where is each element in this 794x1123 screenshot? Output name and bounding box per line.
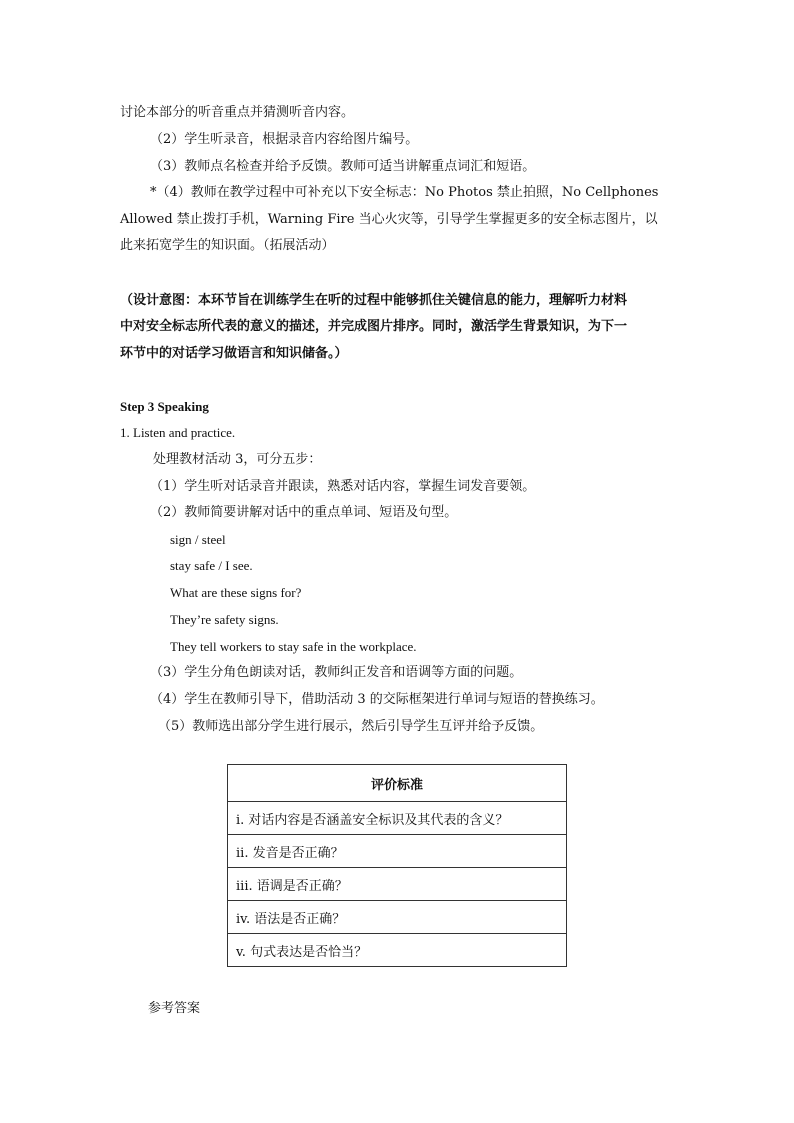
table-cell: iii. 语调是否正确？ <box>228 868 567 901</box>
reference-answer-label: 参考答案 <box>148 1001 201 1016</box>
table-row <box>228 934 567 967</box>
step3-item-4: （4）学生在教师引导下，借助活动 3 的交际框架进行单词与短语的替换练习。 <box>150 692 604 707</box>
evaluation-criteria-table <box>227 764 567 967</box>
vocab-line: stay safe / I see. <box>170 558 253 573</box>
listening-item-4-line1: *（4）教师在教学过程中可补充以下安全标志：No Photos 禁止拍照，No Cellphones <box>150 185 659 200</box>
vocab-line: What are these signs for? <box>170 585 302 600</box>
step3-item-1: （1）学生听对话录音并跟读，熟悉对话内容，掌握生词发音要领。 <box>150 479 536 494</box>
table-header-row <box>228 765 567 802</box>
listening-item-4-line3: 此来拓宽学生的知识面。（拓展活动） <box>120 238 335 253</box>
listening-item-2: （2）学生听录音，根据录音内容给图片编号。 <box>150 132 419 147</box>
step3-intro: 处理教材活动 3，可分五步： <box>153 452 322 467</box>
listening-item-3: （3）教师点名检查并给予反馈。教师可适当讲解重点词汇和短语。 <box>150 159 536 174</box>
design-intent-line1: （设计意图：本环节旨在训练学生在听的过程中能够抓住关键信息的能力，理解听力材料 <box>120 293 628 308</box>
table-row <box>228 868 567 901</box>
design-intent-line3: 环节中的对话学习做语言和知识储备。） <box>120 346 348 361</box>
vocab-line: sign / steel <box>170 532 226 547</box>
table-cell: iv. 语法是否正确？ <box>228 901 567 934</box>
step3-item-5: （5）教师选出部分学生进行展示，然后引导学生互评并给予反馈。 <box>158 719 544 734</box>
table-row <box>228 802 567 835</box>
listening-item-4-line2: Allowed 禁止拨打手机，Warning Fire 当心火灾等，引导学生掌握更多的安全标志图片，以 <box>120 212 658 227</box>
table-row <box>228 901 567 934</box>
design-intent-line2: 中对安全标志所代表的意义的描述，并完成图片排序。同时，激活学生背景知识，为下一 <box>120 319 628 334</box>
table-cell: i. 对话内容是否涵盖安全标识及其代表的含义？ <box>228 802 567 835</box>
step3-item-3: （3）学生分角色朗读对话，教师纠正发音和语调等方面的问题。 <box>150 665 523 680</box>
vocab-line: They tell workers to stay safe in the workplace. <box>170 639 417 654</box>
vocab-line: They’re safety signs. <box>170 612 279 627</box>
table-cell: ii. 发音是否正确？ <box>228 835 567 868</box>
step3-heading: Step 3 Speaking <box>120 399 209 414</box>
step3-item-2: （2）教师简要讲解对话中的重点单词、短语及句型。 <box>150 505 458 520</box>
step3-sub-heading: 1. Listen and practice. <box>120 425 236 440</box>
listening-discuss-line: 讨论本部分的听音重点并猜测听音内容。 <box>120 105 355 120</box>
table-cell: v. 句式表达是否恰当？ <box>228 934 567 967</box>
table-row <box>228 835 567 868</box>
table-header-cell: 评价标准 <box>228 765 567 802</box>
